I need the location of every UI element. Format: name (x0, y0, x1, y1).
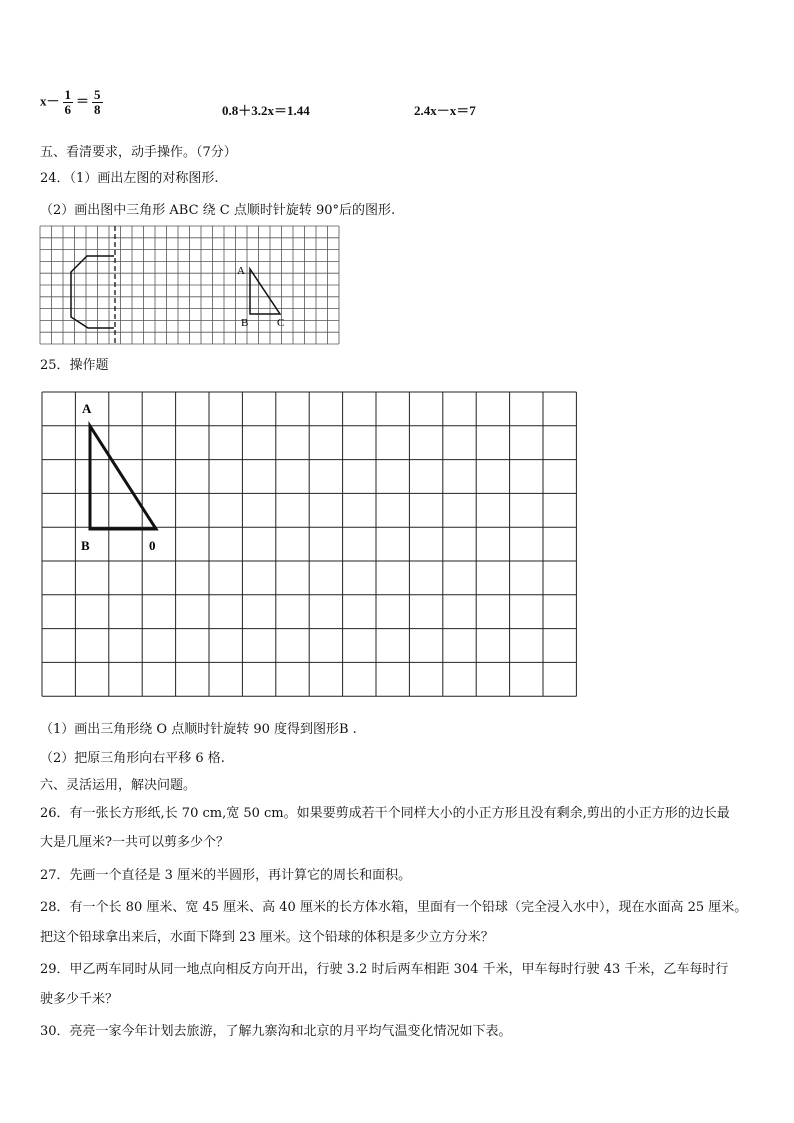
equation-3: 2.4x－x＝7 (414, 103, 476, 118)
fraction-numerator: 5 (94, 87, 101, 102)
half-figure-shape (71, 256, 114, 328)
label-o: 0 (149, 538, 156, 553)
q24-line-1: 24．（1）画出左图的对称图形. (40, 171, 219, 186)
triangle-abc (250, 269, 280, 314)
equals-sign: ＝ (76, 93, 90, 109)
q29-line-1: 29．甲乙两车同时从同一地点向相反方向开出，行驶 3.2 时后两车相距 304 千米，甲车每时行驶 43 千米，乙车每时行 (40, 962, 729, 977)
section-6-title: 六、灵活运用，解决问题。 (40, 778, 197, 793)
fraction-numerator: 1 (64, 87, 72, 102)
section-5-title: 五、看清要求，动手操作。（7分） (40, 145, 237, 160)
q25-sub-2: （2）把原三角形向右平移 6 格. (40, 751, 225, 766)
q25-title: 25．操作题 (40, 358, 109, 373)
q29-line-2: 驶多少千米？ (40, 992, 119, 1007)
fraction-1-6 (63, 88, 74, 117)
q25-grid (42, 392, 576, 696)
label-c: C (277, 317, 285, 329)
q24-line-2: （2）画出图中三角形 ABC 绕 C 点顺时针旋转 90°后的图形. (40, 203, 396, 218)
label-b: B (81, 538, 90, 553)
triangle-abo (90, 426, 156, 529)
label-a: A (237, 265, 245, 277)
equation-1 (40, 88, 106, 117)
q27-line-1: 27．先画一个直径是 3 厘米的半圆形，再计算它的周长和面积。 (40, 868, 412, 883)
fraction-denominator: 6 (64, 102, 72, 117)
q26-line-1: 26．有一张长方形纸,长 70 cm,宽 50 cm。如果要剪成若干个同样大小的小正方形且没有剩余,剪出的小正方形的边长最 (40, 806, 730, 821)
fraction-denominator: 8 (94, 102, 101, 117)
equation-2: 0.8＋3.2x＝1.44 (222, 103, 310, 118)
label-a: A (82, 401, 92, 416)
fraction-5-8 (92, 88, 103, 117)
q24-grid-figure (38, 224, 344, 346)
q26-line-2: 大是几厘米?一共可以剪多少个？ (40, 835, 229, 850)
q28-line-1: 28．有一个长 80 厘米、宽 45 厘米、高 40 厘米的长方体水箱，里面有一个铅球（完全浸入水中），现在水面高 25 厘米。 (40, 900, 748, 915)
label-b: B (241, 317, 249, 329)
q25-sub-1: （1）画出三角形绕 O 点顺时针旋转 90 度得到图形B . (40, 722, 357, 737)
q28-line-2: 把这个铅球拿出来后，水面下降到 23 厘米。这个铅球的体积是多少立方分米？ (40, 930, 494, 945)
equation-1-prefix: x－ (40, 93, 60, 109)
q25-grid-figure (40, 390, 580, 698)
q30-line-1: 30．亮亮一家今年计划去旅游，了解九寨沟和北京的月平均气温变化情况如下表。 (40, 1024, 512, 1039)
